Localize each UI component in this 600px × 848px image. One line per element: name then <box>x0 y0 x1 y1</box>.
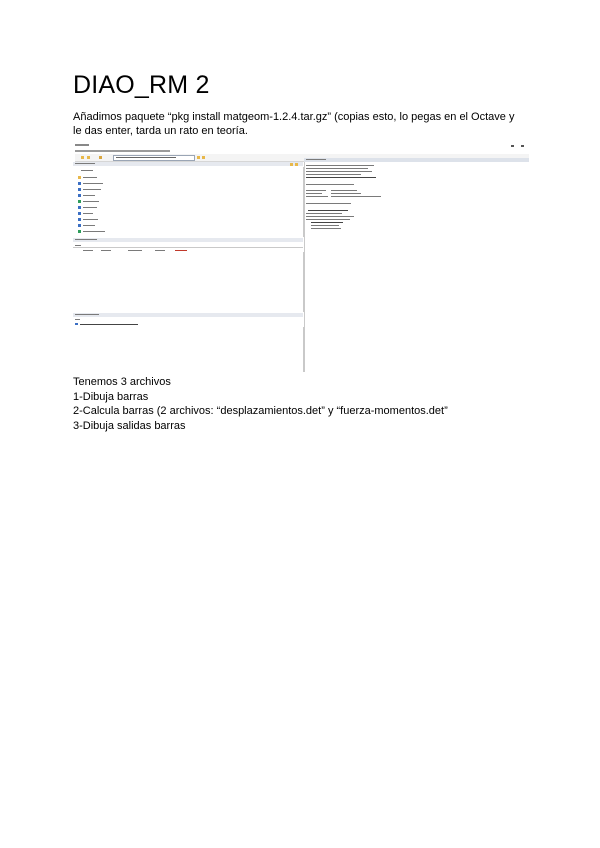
file-icon <box>78 224 81 227</box>
history-header <box>73 313 303 317</box>
workspace-column <box>155 250 165 251</box>
file-name <box>83 231 105 232</box>
workspace-header <box>73 238 303 242</box>
list-item: 3-Dibuja salidas barras <box>73 419 186 432</box>
page-title: DIAO_RM 2 <box>73 71 210 99</box>
workspace-column <box>128 250 142 251</box>
history-title <box>75 314 99 315</box>
path-text <box>116 157 176 158</box>
file-name <box>83 189 101 190</box>
octave-screenshot <box>73 141 529 372</box>
window-control-icon <box>521 145 524 147</box>
file-icon <box>78 194 81 197</box>
path-field <box>113 155 195 161</box>
menu-bar <box>75 150 170 152</box>
intro-paragraph: Añadimos paquete “pkg install matgeom-1.2.4.tar.gz” (copias esto, lo pegas en el Octave y le das enter, tarda un rato en teoría. <box>73 111 515 137</box>
file-icon <box>78 206 81 209</box>
file-list-header <box>81 170 93 171</box>
file-icon <box>78 200 81 203</box>
workspace-panel <box>73 252 304 312</box>
command-window-title <box>306 159 326 160</box>
file-icon <box>78 212 81 215</box>
list-item: 1-Dibuja barras <box>73 390 149 403</box>
command-window <box>304 162 529 372</box>
file-name <box>83 177 97 178</box>
file-icon <box>78 230 81 233</box>
workspace-column <box>101 250 111 251</box>
list-item: 2-Calcula barras (2 archivos: “desplazamientos.det” y “fuerza-momentos.det” <box>73 405 448 417</box>
workspace-filter <box>75 245 81 246</box>
divider <box>73 247 303 248</box>
file-name <box>83 183 103 184</box>
file-name <box>83 201 99 202</box>
file-browser-panel <box>73 167 304 237</box>
file-name <box>83 213 93 214</box>
folder-icon <box>87 156 90 159</box>
list-item: Tenemos 3 archivos <box>73 376 171 388</box>
file-name <box>83 225 95 226</box>
file-name <box>83 219 98 220</box>
file-name <box>83 195 95 196</box>
folder-icon <box>78 176 81 179</box>
folder-icon <box>81 156 84 159</box>
history-entry-icon <box>75 323 78 325</box>
workspace-column <box>83 250 93 251</box>
notes-list <box>73 375 533 433</box>
workspace-title <box>75 239 97 240</box>
file-icon <box>78 182 81 185</box>
folder-up-icon <box>197 156 200 159</box>
file-name <box>83 207 97 208</box>
folder-icon <box>202 156 205 159</box>
window-title-text <box>75 144 89 146</box>
workspace-column <box>175 250 187 251</box>
history-entry <box>80 324 138 325</box>
file-icon <box>78 218 81 221</box>
history-panel <box>73 327 304 372</box>
window-control-icon <box>511 145 514 147</box>
file-browser-title <box>75 163 95 164</box>
folder-icon <box>290 163 293 166</box>
file-icon <box>78 188 81 191</box>
history-filter <box>75 319 80 320</box>
folder-icon <box>295 163 298 166</box>
file-browser-header <box>73 162 303 166</box>
file-icon <box>99 156 102 159</box>
